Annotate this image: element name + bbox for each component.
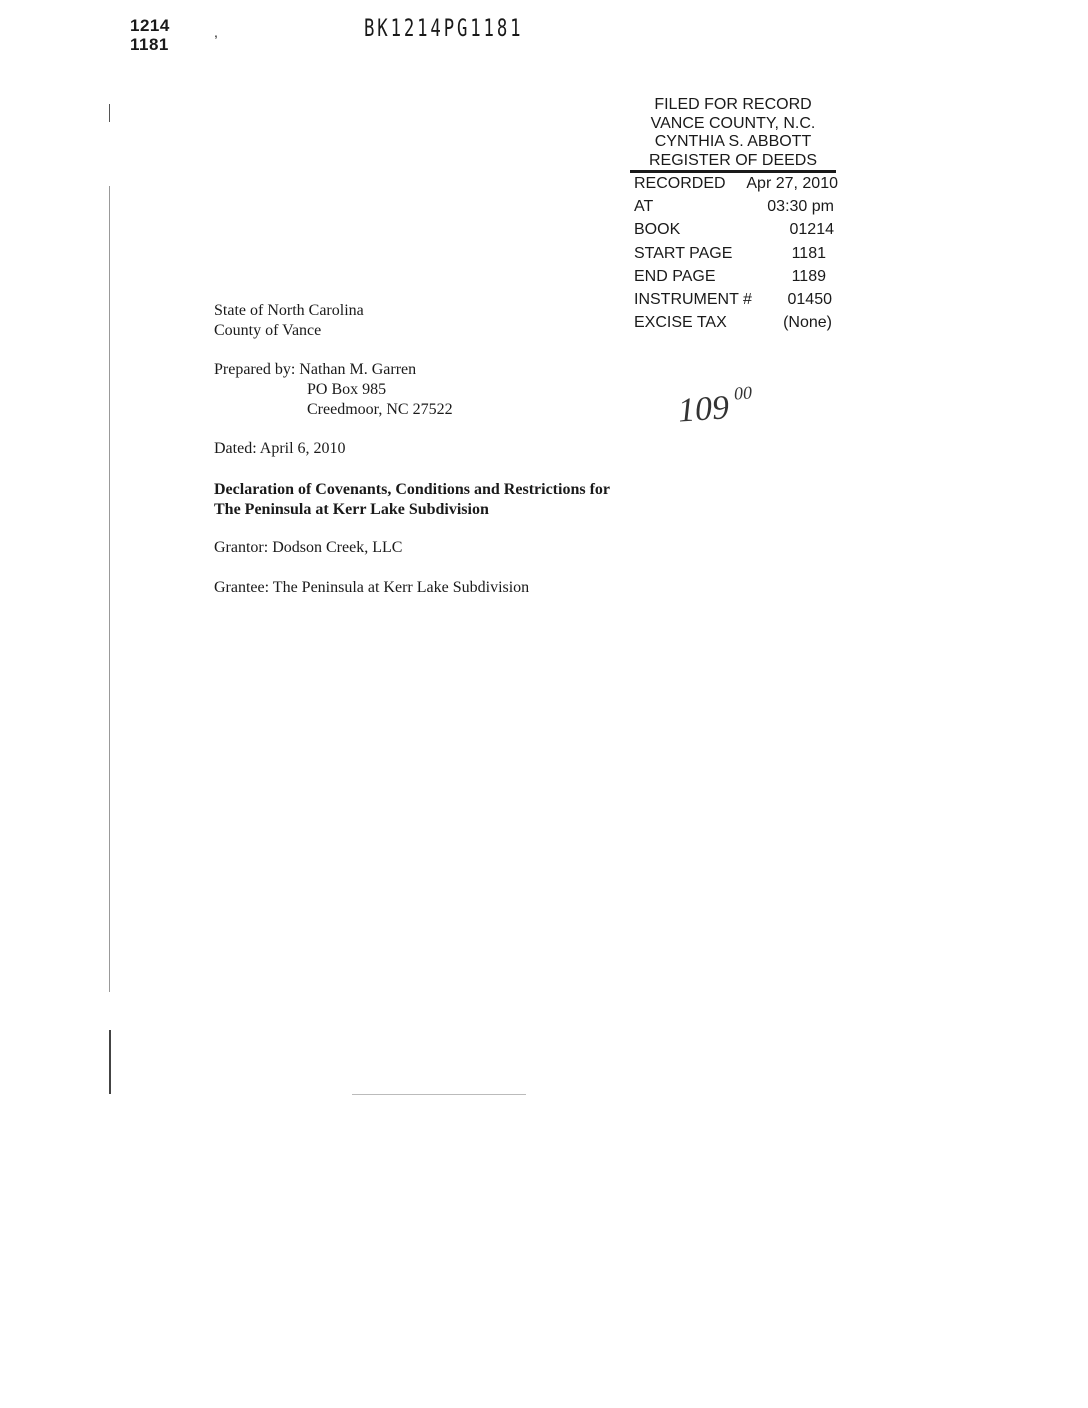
- stamp-row-excise-tax: [634, 311, 840, 334]
- grantee-line: Grantee: The Peninsula at Kerr Lake Subdivision: [214, 579, 530, 596]
- filing-stamp-details: [634, 172, 840, 334]
- stamp-label: EXCISE TAX: [634, 314, 727, 332]
- stamp-value: 1181: [791, 244, 826, 262]
- stamp-value: 03:30 pm: [767, 198, 834, 216]
- jurisdiction-block: [214, 301, 364, 341]
- stamp-label: BOOK: [634, 221, 681, 239]
- handwritten-fee: [676, 382, 754, 430]
- stamp-heading-line: FILED FOR RECORD: [654, 96, 812, 113]
- title-line: Declaration of Covenants, Conditions and Restrictions for: [214, 481, 610, 498]
- stamp-row-instrument: [634, 288, 840, 311]
- stamp-heading-line: REGISTER OF DEEDS: [648, 151, 818, 169]
- corner-book-page: [130, 16, 170, 54]
- dated-line: Dated: April 6, 2010: [214, 440, 346, 457]
- stamp-label: START PAGE: [634, 244, 733, 262]
- grantor-line: Grantor: Dodson Creek, LLC: [214, 539, 403, 556]
- stamp-label: END PAGE: [634, 267, 716, 285]
- handwritten-fee-amount: 109: [676, 389, 731, 430]
- stamp-row-recorded: [634, 172, 840, 195]
- corner-page-number: 1181: [130, 35, 169, 54]
- handwritten-fee-cents: 00: [733, 382, 753, 404]
- county-line: County of Vance: [214, 322, 322, 339]
- stamp-heading-line: CYNTHIA S. ABBOTT: [654, 133, 812, 150]
- corner-tick-mark: ,: [214, 24, 218, 40]
- stamp-heading-line: VANCE COUNTY, N.C.: [650, 114, 816, 132]
- state-line: State of North Carolina: [214, 302, 364, 319]
- scan-margin-line: [109, 186, 110, 992]
- stamp-label: RECORDED: [634, 175, 726, 192]
- stamp-value: 01214: [789, 221, 834, 239]
- stamp-row-end-page: [634, 265, 840, 288]
- scan-margin-line: [109, 1030, 111, 1094]
- address-line: Creedmoor, NC 27522: [307, 401, 453, 418]
- stamp-value: 1189: [791, 267, 826, 285]
- stamp-label: AT: [634, 198, 654, 216]
- address-line: PO Box 985: [307, 381, 387, 398]
- prepared-by-block: [214, 360, 453, 420]
- stamp-row-at: [634, 195, 840, 218]
- prepared-by-line: Prepared by: Nathan M. Garren: [214, 361, 417, 378]
- corner-book-number: 1214: [130, 16, 170, 35]
- stamp-value: Apr 27, 2010: [746, 175, 838, 192]
- filing-stamp-heading: [628, 96, 838, 170]
- title-line: The Peninsula at Kerr Lake Subdivision: [214, 501, 489, 518]
- stamp-row-start-page: [634, 242, 840, 265]
- stamp-row-book: [634, 218, 840, 241]
- book-page-stamp: BK1214PG1181: [364, 14, 524, 42]
- scan-margin-line: [109, 104, 110, 122]
- stamp-value: 01450: [787, 290, 832, 308]
- stamp-value: (None): [783, 314, 832, 332]
- document-title: [214, 480, 610, 520]
- stamp-label: INSTRUMENT #: [634, 290, 752, 308]
- scan-bottom-smudge: [352, 1094, 526, 1095]
